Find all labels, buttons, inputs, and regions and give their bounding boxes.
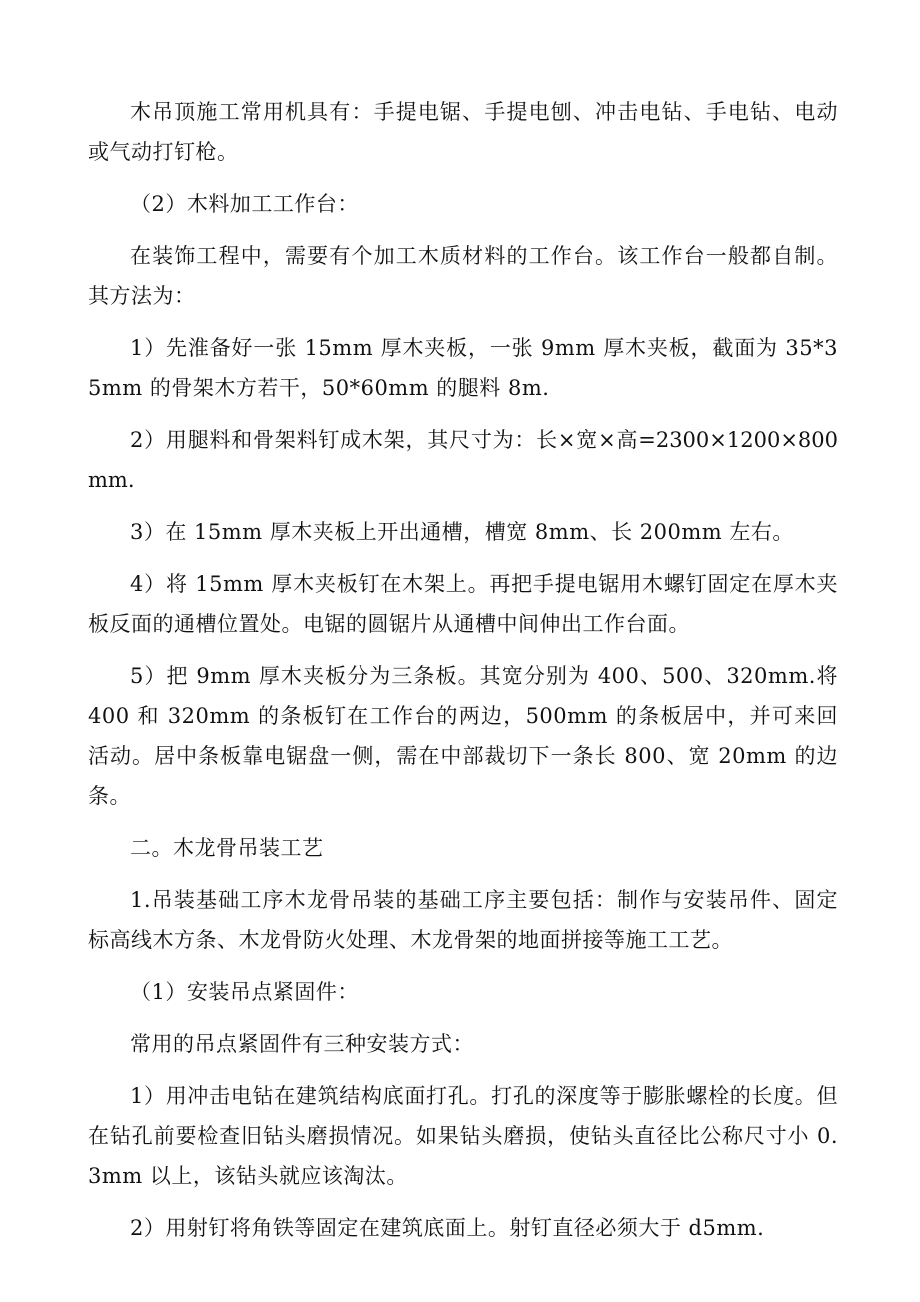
document-body xyxy=(88,92,838,1248)
paragraph-method-2: 2）用射钉将角铁等固定在建筑底面上。射钉直径必须大于 d5mm. xyxy=(130,1216,765,1240)
paragraph-step-2: 2）用腿料和骨架料钉成木架，其尺寸为：长×宽×高=2300×1200×800mm. xyxy=(88,428,838,492)
paragraph-workbench-intro: 在装饰工程中，需要有个加工木质材料的工作台。该工作台一般都自制。其方法为： xyxy=(88,244,838,308)
paragraph-step-5: 5）把 9mm 厚木夹板分为三条板。其宽分别为 400、500、320mm.将 400 和 320mm 的条板钉在工作台的两边，500mm 的条板居中，并可来回活动。居中条板靠电锯盘一侧，需在中部裁切下一条长 800、宽 20mm 的边条。 xyxy=(88,664,838,808)
paragraph-tools: 木吊顶施工常用机具有：手提电锯、手提电刨、冲击电钻、手电钻、电动或气动打钉枪。 xyxy=(88,100,838,164)
paragraph-heading-fasteners: （1）安装吊点紧固件： xyxy=(130,980,359,1004)
section-heading-keel-hoisting: 二。木龙骨吊装工艺 xyxy=(130,836,324,860)
paragraph-step-4: 4）将 15mm 厚木夹板钉在木架上。再把手提电锯用木螺钉固定在厚木夹板反面的通槽位置处。电锯的圆锯片从通槽中间伸出工作台面。 xyxy=(88,572,838,636)
paragraph-step-3: 3）在 15mm 厚木夹板上开出通槽，槽宽 8mm、长 200mm 左右。 xyxy=(130,520,794,544)
paragraph-basic-procedures: 1.吊装基础工序木龙骨吊装的基础工序主要包括：制作与安装吊件、固定标高线木方条、木龙骨防火处理、木龙骨架的地面拼接等施工工艺。 xyxy=(88,888,838,952)
paragraph-step-1: 1）先淮备好一张 15mm 厚木夹板，一张 9mm 厚木夹板，截面为 35*35mm 的骨架木方若干，50*60mm 的腿料 8m. xyxy=(88,336,838,400)
paragraph-fastener-methods: 常用的吊点紧固件有三种安装方式： xyxy=(130,1032,474,1056)
paragraph-method-1: 1）用冲击电钻在建筑结构底面打孔。打孔的深度等于膨胀螺栓的长度。但在钻孔前要检查旧钻头磨损情况。如果钻头磨损，使钻头直径比公称尺寸小 0.3mm 以上，该钻头就应该淘汰。 xyxy=(88,1084,838,1188)
paragraph-heading-workbench: （2）木料加工工作台： xyxy=(130,192,359,216)
